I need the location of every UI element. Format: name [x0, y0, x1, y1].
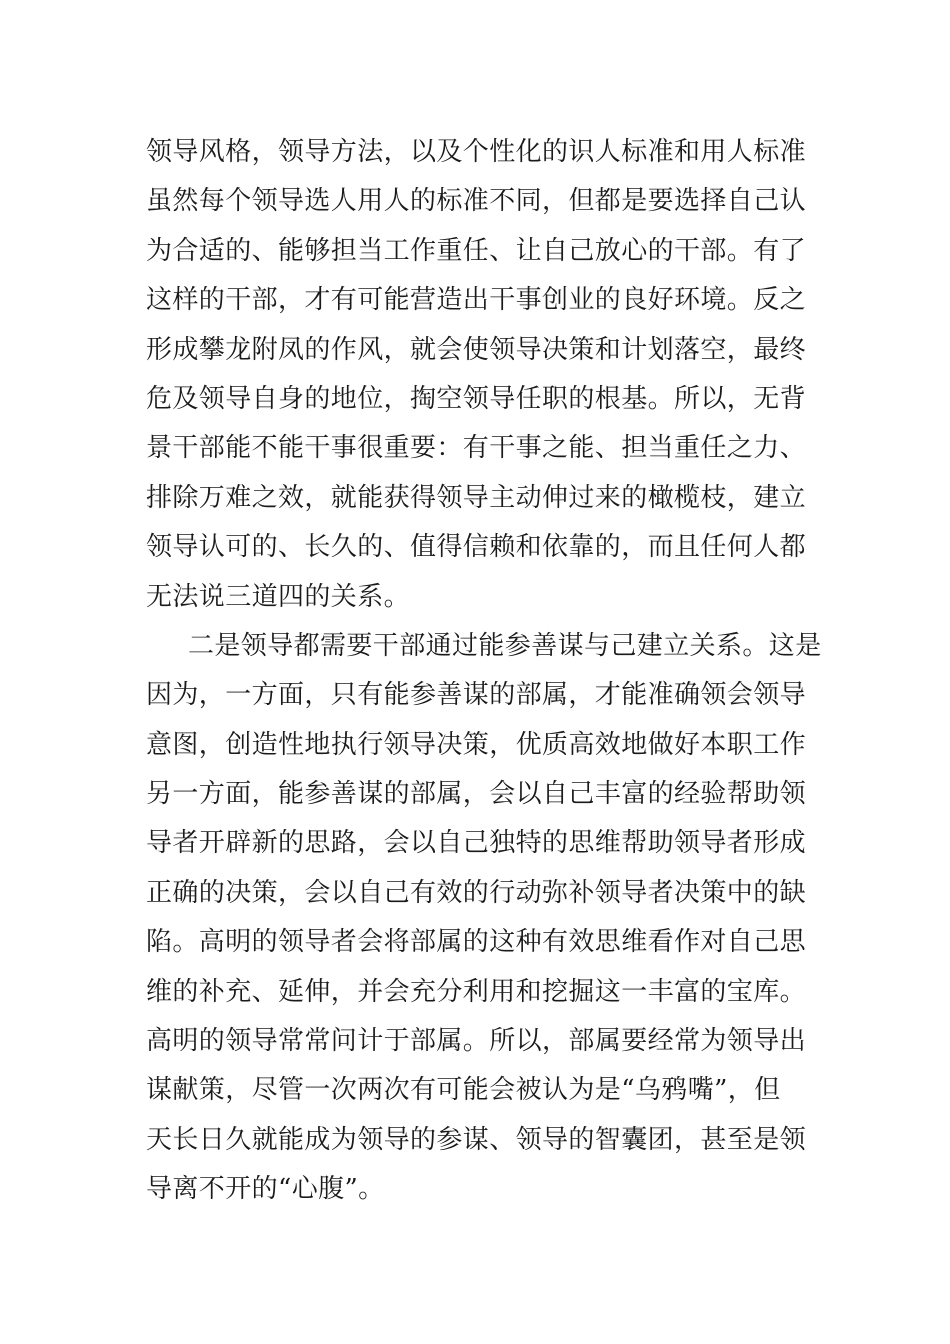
text-line: 这样的干部，才有可能营造出干事创业的良好环境。反之 [146, 285, 807, 316]
text-line: 领导风格，领导方法，以及个性化的识人标准和用人标准 [146, 137, 807, 167]
text-line: 另一方面，能参善谋的部属，会以自己丰富的经验帮助领 [146, 779, 807, 810]
text-line: 因为，一方面，只有能参善谋的部属，才能准确领会领导 [146, 680, 807, 711]
text-line: 天长日久就能成为领导的参谋、领导的智囊团，甚至是领 [146, 1124, 807, 1155]
text-line: 无法说三道四的关系。 [146, 581, 411, 612]
text-line: 导者开辟新的思路，会以自己独特的思维帮助领导者形成 [146, 828, 807, 859]
text-line: 领导认可的、长久的、值得信赖和依靠的，而且任何人都 [146, 532, 807, 563]
text-line: 正确的决策，会以自己有效的行动弥补领导者决策中的缺 [146, 877, 807, 908]
text-line: 意图，创造性地执行领导决策，优质高效地做好本职工作 [146, 729, 807, 760]
text-line: 陷。高明的领导者会将部属的这种有效思维看作对自己思 [146, 927, 807, 958]
text-line: 谋献策，尽管一次两次有可能会被认为是“乌鸦嘴”，但 [146, 1075, 781, 1106]
paragraph-start-line: 二是领导都需要干部通过能参善谋与己建立关系。这是 [188, 630, 822, 661]
text-line: 形成攀龙附凤的作风，就会使领导决策和计划落空，最终 [146, 334, 807, 365]
text-line: 危及领导自身的地位，掏空领导任职的根基。所以，无背 [146, 383, 807, 414]
text-line: 维的补充、延伸，并会充分利用和挖掘这一丰富的宝库。 [146, 976, 807, 1007]
body-text [146, 128, 822, 1215]
text-line: 排除万难之效，就能获得领导主动伸过来的橄榄枝，建立 [146, 482, 807, 513]
text-line: 导离不开的“心腹”。 [146, 1174, 385, 1205]
text-line: 虽然每个领导选人用人的标准不同，但都是要选择自己认 [146, 186, 807, 217]
text-line: 景干部能不能干事很重要：有干事之能、担当重任之力、 [146, 433, 807, 464]
text-line: 为合适的、能够担当工作重任、让自己放心的干部。有了 [146, 235, 807, 266]
text-line: 高明的领导常常问计于部属。所以，部属要经常为领导出 [146, 1026, 807, 1057]
